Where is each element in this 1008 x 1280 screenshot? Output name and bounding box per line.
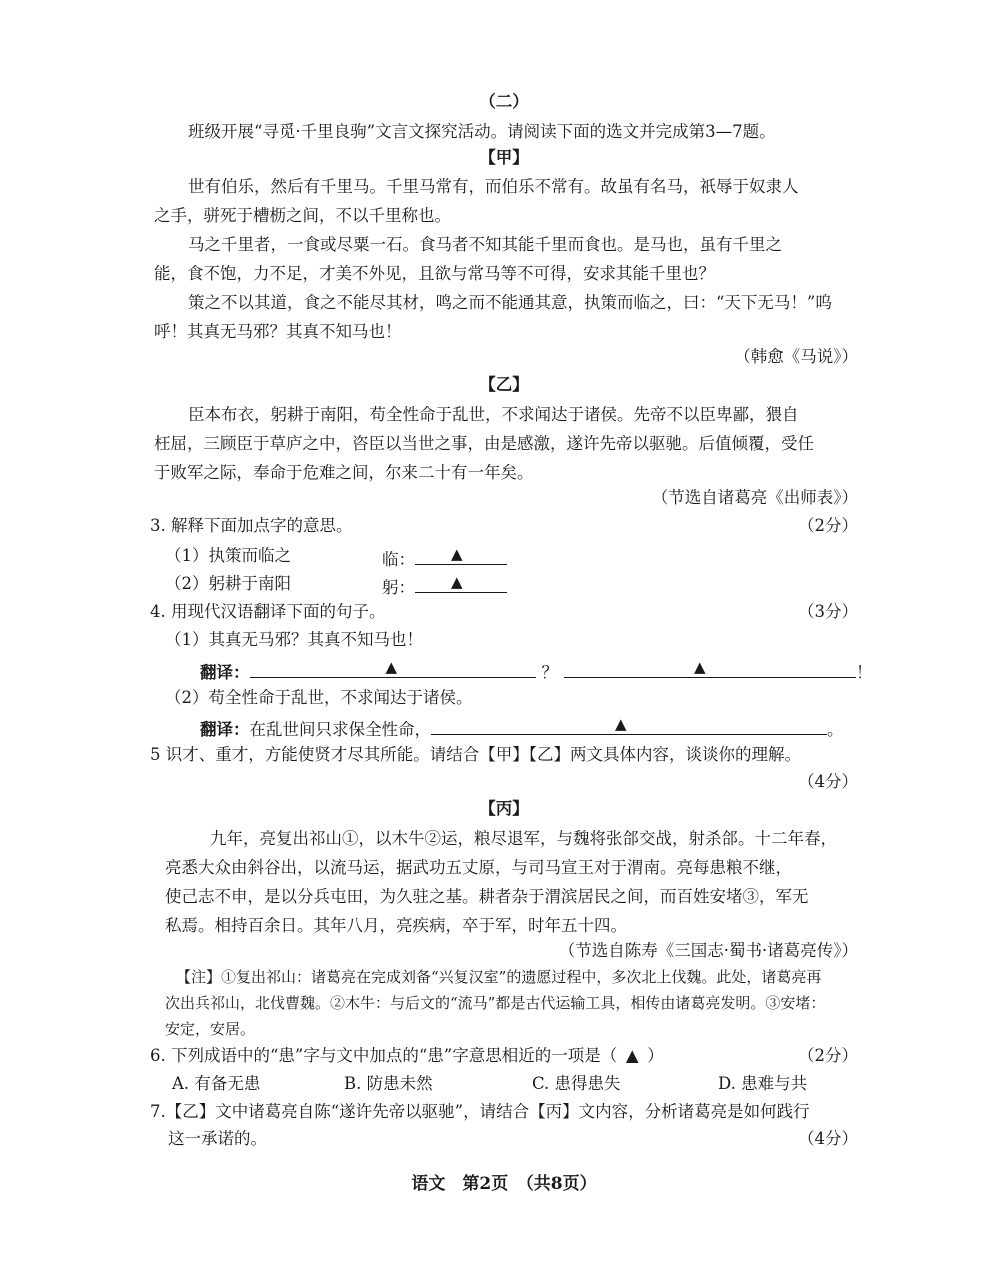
intro-text: 班级开展“寻觅·千里良驹”文言文探究活动。请阅读下面的选文并完成第3—7题。 (188, 122, 776, 141)
passage-bing-line: 私焉。相持百余日。其年八月，亮疾病，卒于军，时年五十四。 (165, 916, 627, 935)
q6-score: （2分） (798, 1046, 858, 1065)
q3-answer-blank-1[interactable] (415, 545, 507, 565)
q5-score: （4分） (798, 772, 858, 791)
answer-triangle-icon: ▲ (451, 573, 463, 591)
passage-bing-source: （节选自陈寿《三国志·蜀书·诸葛亮传》） (558, 941, 858, 960)
q3-score: （2分） (798, 516, 858, 535)
q7-stem-line1: 7.【乙】文中诸葛亮自陈“遂许先帝以驱驰”，请结合【丙】文内容，分析诸葛亮是如何践行 (150, 1102, 810, 1121)
q4-period: 。 (827, 720, 844, 739)
q4-stem: 4. 用现代汉语翻译下面的句子。 (150, 602, 386, 621)
section-title: （二） (479, 92, 529, 111)
passage-yi-source: （节选自诸葛亮《出师表》） (651, 488, 858, 507)
passage-jia-source: （韩愈《马说》） (734, 347, 858, 366)
q4-answer-blank-1a[interactable] (250, 658, 536, 678)
q3-answer-blank-2[interactable] (415, 573, 507, 593)
q3-item-1: （1）执策而临之 (165, 546, 291, 565)
footnote-line: 次出兵祁山，北伐曹魏。②木牛：与后文的“流马”都是古代运输工具，相传由诸葛亮发明。③安堵： (165, 994, 826, 1012)
passage-yi-label: 【乙】 (479, 375, 529, 394)
passage-jia-line: 策之不以其道，食之不能尽其材，鸣之而不能通其意，执策而临之，曰：“天下无马！”呜 (188, 293, 832, 312)
answer-triangle-icon: ▲ (451, 545, 463, 563)
q3-item-2-label: 躬： (382, 578, 415, 597)
q4-translate-label: 翻译： (200, 663, 250, 682)
passage-bing-label: 【丙】 (479, 799, 529, 818)
q4-answer-blank-1b[interactable] (564, 658, 856, 678)
q6-option-c[interactable]: C. 患得患失 (532, 1074, 621, 1093)
q4-sentence-2: （2）苟全性命于乱世，不求闻达于诸侯。 (165, 688, 473, 707)
passage-jia-line: 呼！其真无马邪？其真不知马也！ (154, 322, 402, 341)
q6-option-d[interactable]: D. 患难与共 (718, 1074, 808, 1093)
answer-triangle-icon: ▲ (694, 658, 706, 676)
q4-sentence-1: （1）其真无马邪？其真不知马也！ (165, 630, 423, 649)
footnote-line: 【注】①复出祁山：诸葛亮在完成刘备“兴复汉室”的遗愿过程中，多次北上伐魏。此处，诸葛亮再 (176, 968, 822, 986)
q7-stem-line2: 这一承诺的。 (168, 1129, 267, 1148)
passage-yi-line: 于败军之际，奉命于危难之间，尔来二十有一年矣。 (154, 463, 534, 482)
q5-stem: 5 识才、重才，方能使贤才尽其所能。请结合【甲】【乙】两文具体内容，谈谈你的理解。 (150, 745, 801, 764)
passage-yi-line: 枉屈，三顾臣于草庐之中，咨臣以当世之事，由是感激，遂许先帝以驱驰。后值倾覆，受任 (154, 434, 814, 453)
page-footer: 语文 第2页 （共8页） (411, 1174, 597, 1194)
q6-stem: 6. 下列成语中的“患”字与文中加点的“患”字意思相近的一项是（ (150, 1046, 618, 1065)
footnote-line: 安定，安居。 (165, 1020, 256, 1038)
passage-jia-line: 马之千里者，一食或尽粟一石。食马者不知其能千里而食也。是马也，虽有千里之 (188, 235, 782, 254)
passage-bing-line: 使己志不申，是以分兵屯田，为久驻之基。耕者杂于渭滨居民之间，而百姓安堵③，军无 (165, 887, 809, 906)
q4-translate-prefix: 在乱世间只求保全性命， (249, 720, 431, 739)
q4-exclamation-mark: ！ (856, 663, 873, 682)
q4-translate-label: 翻译： (200, 720, 250, 739)
q4-score: （3分） (798, 602, 858, 621)
q4-answer-blank-2[interactable] (431, 715, 827, 735)
q6-stem-end: ） (647, 1046, 664, 1065)
passage-jia-line: 能，食不饱，力不足，才美不外见，且欲与常马等不可得，安求其能千里也？ (154, 264, 715, 283)
q7-score: （4分） (798, 1129, 858, 1148)
passage-jia-line: 之手，骈死于槽枥之间，不以千里称也。 (154, 206, 451, 225)
q6-option-b[interactable]: B. 防患未然 (344, 1074, 433, 1093)
q6-answer-slot[interactable] (617, 1048, 647, 1065)
answer-triangle-icon: ▲ (385, 658, 398, 676)
answer-triangle-icon: ▲ (615, 715, 627, 733)
passage-yi-line: 臣本布衣，躬耕于南阳，苟全性命于乱世，不求闻达于诸侯。先帝不以臣卑鄙，猥自 (188, 405, 799, 424)
q6-option-a[interactable]: A. 有备无患 (172, 1074, 261, 1093)
q4-question-mark: ？ (541, 663, 558, 682)
answer-triangle-icon: ▲ (625, 1046, 639, 1065)
q3-item-1-label: 临： (382, 550, 415, 569)
passage-jia-label: 【甲】 (479, 148, 529, 167)
passage-bing-line: 亮悉大众由斜谷出，以流马运，据武功五丈原，与司马宣王对于渭南。亮每患粮不继， (165, 858, 792, 877)
q3-item-2: （2）躬耕于南阳 (165, 574, 291, 593)
q3-stem: 3. 解释下面加点字的意思。 (150, 516, 353, 535)
passage-jia-line: 世有伯乐，然后有千里马。千里马常有，而伯乐不常有。故虽有名马，祇辱于奴隶人 (188, 177, 799, 196)
passage-bing-line: 九年，亮复出祁山①，以木牛②运，粮尽退军，与魏将张郃交战，射杀郃。十二年春， (210, 829, 837, 848)
